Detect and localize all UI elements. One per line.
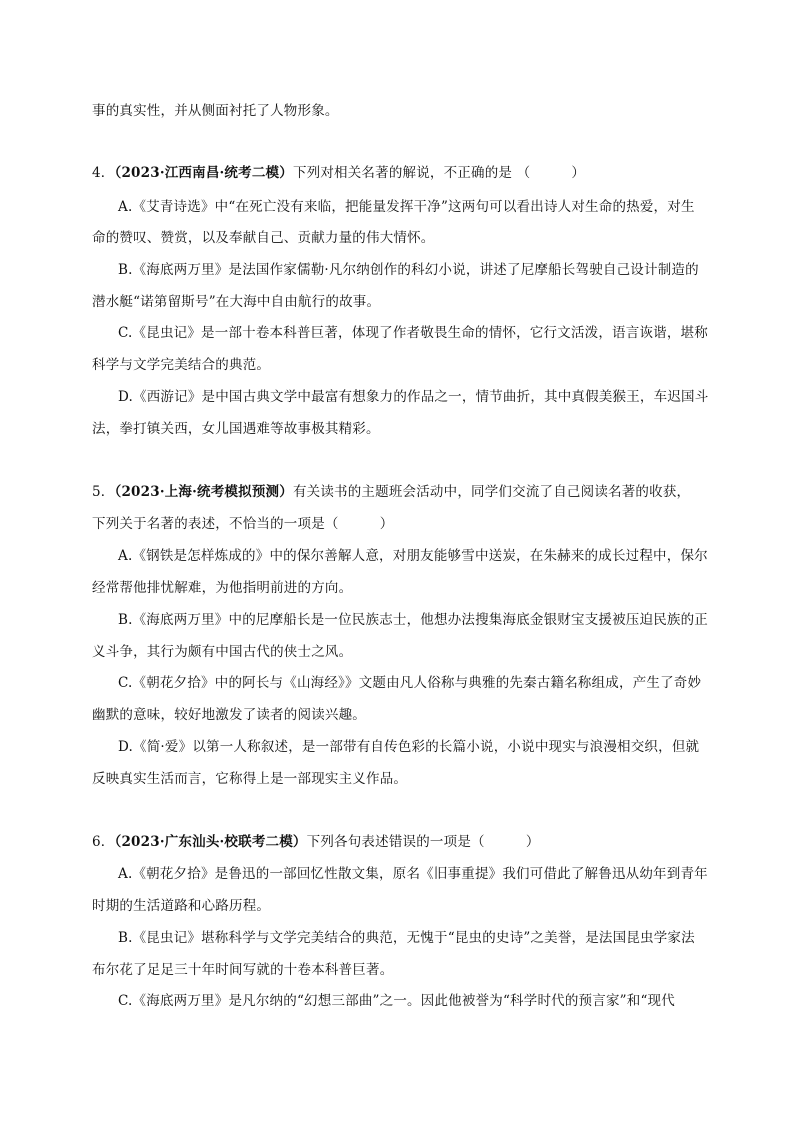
q4-option-c-line1: C.《昆虫记》是一部十卷本科普巨著，体现了作者敬畏生命的情怀，它行文活泼，语言诙谐，堪称 [118, 325, 708, 341]
question-5-number: 5． [92, 484, 115, 500]
question-5-header [92, 482, 690, 502]
q6-option-a-line1: A.《朝花夕拾》是鲁迅的一部回忆性散文集，原名《旧事重提》我们可借此了解鲁迅从幼年到青年 [118, 866, 708, 882]
q4-option-b-line2: 潜水艇“诺第留斯号”在大海中自由航行的故事。 [92, 294, 381, 310]
q5-option-d-line1: D.《简·爱》以第一人称叙述，是一部带有自传色彩的长篇小说，小说中现实与浪漫相交织，但就 [118, 739, 700, 755]
q4-option-a-line2: 命的赞叹、赞赏，以及奉献自己、贡献力量的伟大情怀。 [92, 230, 435, 246]
question-5-stem: 有关读书的主题班会活动中，同学们交流了自己阅读名著的收获， [292, 484, 691, 500]
q4-option-d-line2: 法，拳打镇关西，女儿国遇难等故事极其精彩。 [92, 421, 380, 437]
question-4-number: 4． [92, 165, 115, 181]
carryover-text: 事的真实性，并从侧面衬托了人物形象。 [92, 103, 339, 119]
question-5-source: （2023·上海·统考模拟预测） [114, 484, 293, 500]
q6-option-a-line2: 时期的生活道路和心路历程。 [92, 898, 271, 914]
q4-option-a-line1: A.《艾青诗选》中“在死亡没有来临，把能量发挥干净”这两句可以看出诗人对生命的热爱，对生 [118, 199, 695, 215]
q4-option-b-line1: B.《海底两万里》是法国作家儒勒·凡尔纳创作的科幻小说，讲述了尼摩船长驾驶自己设计制造的 [118, 262, 699, 278]
question-6-header [92, 832, 540, 852]
question-6-number: 6． [92, 834, 115, 850]
q5-option-a-line2: 经常帮他排忧解难，为他指明前进的方向。 [92, 580, 353, 596]
q5-option-d-line2: 反映真实生活而言，它称得上是一部现实主义作品。 [92, 771, 408, 787]
q5-option-c-line1: C.《朝花夕拾》中的阿长与《山海经》》文题由凡人俗称与典雅的先秦古籍名称组成，产生了奇妙 [118, 675, 702, 691]
q4-option-d-line1: D.《西游记》是中国古典文学中最富有想象力的作品之一，情节曲折，其中真假美猴王，车迟国斗 [118, 389, 709, 405]
q5-option-b-line2: 义斗争，其行为颇有中国古代的侠士之风。 [92, 644, 353, 660]
q6-option-b-line1: B.《昆虫记》堪称科学与文学完美结合的典范，无愧于“昆虫的史诗”之美誉，是法国昆虫学家法 [118, 930, 695, 946]
question-6-source: （2023·广东汕头·校联考二模） [114, 834, 307, 850]
q6-option-c-line1: C.《海底两万里》是凡尔纳的“幻想三部曲”之一。因此他被誉为“科学时代的预言家”和“现代 [118, 993, 675, 1009]
question-6-stem: 下列各句表述错误的一项是（ ） [306, 834, 540, 850]
question-4-source: （2023·江西南昌·统考二模） [114, 165, 293, 181]
question-4-stem: 下列对相关名著的解说，不正确的是 （ ） [292, 165, 586, 181]
q5-option-a-line1: A.《钢铁是怎样炼成的》中的保尔善解人意，对朋友能够雪中送炭，在朱赫来的成长过程中，保尔 [118, 548, 708, 564]
q5-option-c-line2: 幽默的意味，较好地激发了读者的阅读兴趣。 [92, 707, 366, 723]
question-5-stem-line2: 下列关于名著的表述，不恰当的一项是（ ） [92, 516, 394, 532]
q5-option-b-line1: B.《海底两万里》中的尼摩船长是一位民族志士，他想办法搜集海底金银财宝支援被压迫民族的正 [118, 612, 709, 628]
q6-option-b-line2: 布尔花了足足三十年时间写就的十卷本科普巨著。 [92, 962, 394, 978]
q4-option-c-line2: 科学与文学完美结合的典范。 [92, 357, 271, 373]
question-4-header [92, 163, 585, 183]
